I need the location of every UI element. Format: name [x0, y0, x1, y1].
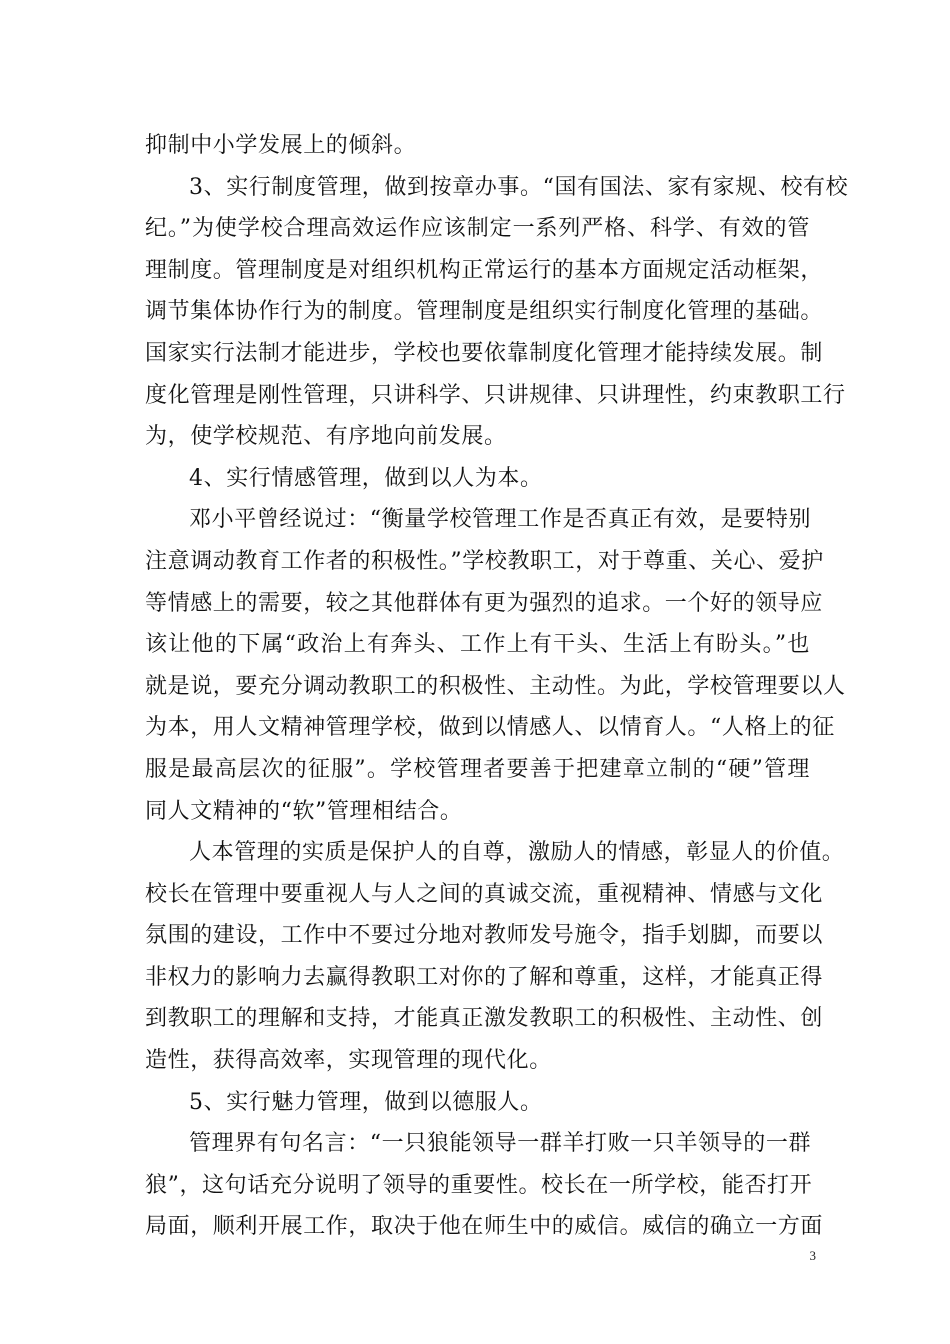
text-line: 5、实行魅力管理，做到以德服人。: [189, 1089, 543, 1115]
text-line: 该让他的下属“政治上有奔头、工作上有干头、生活上有盼头。”也: [145, 632, 810, 658]
page-number: 3: [809, 1248, 816, 1263]
text-line: 为，使学校规范、有序地向前发展。: [145, 424, 507, 450]
text-line: 人本管理的实质是保护人的自尊，激励人的情感，彰显人的价值。: [189, 840, 845, 866]
text-line: 局面，顺利开展工作，取决于他在师生中的威信。威信的确立一方面: [145, 1214, 824, 1240]
text-line: 就是说，要充分调动教职工的积极性、主动性。为此，学校管理要以人: [145, 673, 846, 699]
text-line: 狼”，这句话充分说明了领导的重要性。校长在一所学校，能否打开: [145, 1172, 813, 1198]
text-line: 同人文精神的“软”管理相结合。: [145, 798, 463, 824]
text-line: 调节集体协作行为的制度。管理制度是组织实行制度化管理的基础。: [145, 299, 824, 325]
text-line: 造性，获得高效率，实现管理的现代化。: [145, 1048, 552, 1074]
text-line: 氛围的建设，工作中不要过分地对教师发号施令，指手划脚，而要以: [145, 923, 824, 949]
text-line: 等情感上的需要，较之其他群体有更为强烈的追求。一个好的领导应: [145, 590, 824, 616]
text-line: 4、实行情感管理，做到以人为本。: [189, 465, 543, 491]
text-line: 校长在管理中要重视人与人之间的真诚交流，重视精神、情感与文化: [145, 881, 824, 907]
text-line: 3、实行制度管理，做到按章办事。“国有国法、家有家规、校有校: [189, 174, 849, 200]
text-line: 度化管理是刚性管理，只讲科学、只讲规律、只讲理性，约束教职工行: [145, 382, 846, 408]
text-line: 管理界有句名言：“一只狼能领导一群羊打败一只羊领导的一群: [189, 1131, 812, 1157]
text-line: 为本，用人文精神管理学校，做到以情感人、以情育人。“人格上的征: [145, 715, 835, 741]
text-line: 注意调动教育工作者的积极性。”学校教职工，对于尊重、关心、爱护: [145, 548, 824, 574]
text-line: 国家实行法制才能进步，学校也要依靠制度化管理才能持续发展。制: [145, 340, 824, 366]
text-line: 服是最高层次的征服”。学校管理者要善于把建章立制的“硬”管理: [145, 756, 810, 782]
text-line: 邓小平曾经说过：“衡量学校管理工作是否真正有效，是要特别: [189, 507, 812, 533]
text-line: 到教职工的理解和支持，才能真正激发教职工的积极性、主动性、创: [145, 1006, 824, 1032]
text-line: 非权力的影响力去赢得教职工对你的了解和尊重，这样，才能真正得: [145, 964, 824, 990]
text-line: 纪。”为使学校合理高效运作应该制定一系列严格、科学、有效的管: [145, 216, 810, 242]
text-line: 抑制中小学发展上的倾斜。: [145, 133, 417, 158]
text-line: 理制度。管理制度是对组织机构正常运行的基本方面规定活动框架，: [145, 257, 824, 283]
body-text: [145, 125, 849, 1248]
